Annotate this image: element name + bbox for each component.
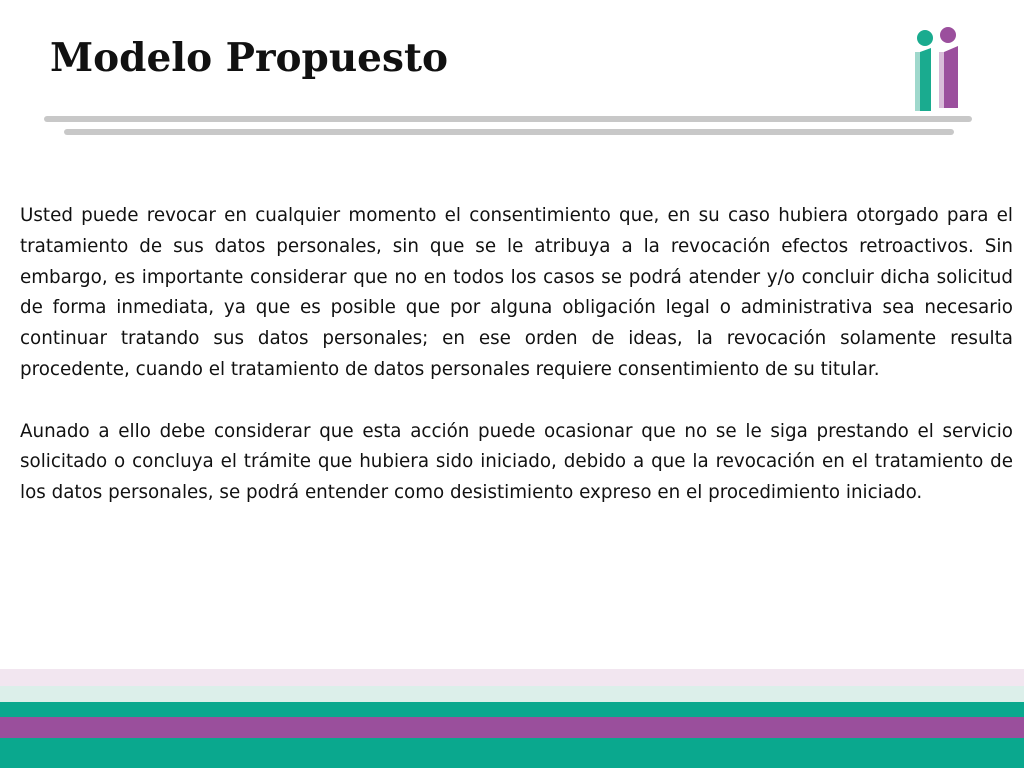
paragraph-consequences: Aunado a ello debe considerar que esta acción puede ocasionar que no se le siga prestando el servicio solicitado o concluya el trámite que hubiera sido iniciado, debido a que la revocación en el tratamiento de los datos personales, se podrá entender como desistimiento expreso en el procedimiento iniciado. bbox=[20, 420, 1013, 504]
title-divider-top bbox=[44, 116, 972, 122]
paragraph-revocation: Usted puede revocar en cualquier momento el consentimiento que, en su caso hubiera otorgado para el tratamiento de sus datos personales, sin que se le atribuya a la revocación efectos retroactivos. Sin embargo, es importante considerar que no en todos los casos se podrá atender y/o concluir dicha solicitud de forma inmediata, ya que es posible que por alguna obligación legal o administrativa sea necesario continuar tratando sus datos personales; en ese orden de ideas, la revocación solamente resulta procedente, cuando el tratamiento de datos personales requiere consentimiento de su titular. bbox=[20, 205, 1013, 380]
logo-left-head bbox=[917, 30, 933, 46]
logo-right-body bbox=[944, 46, 958, 108]
page-title: Modelo Propuesto bbox=[50, 35, 448, 81]
footer-band-light-pink bbox=[0, 669, 1024, 686]
logo-left-body bbox=[920, 48, 931, 111]
footer-band-light-teal bbox=[0, 686, 1024, 702]
two-person-logo-icon bbox=[908, 24, 966, 114]
footer-band-teal-bottom bbox=[0, 738, 1024, 768]
footer-band-purple bbox=[0, 717, 1024, 738]
logo-right-head bbox=[940, 27, 956, 43]
body-text bbox=[20, 201, 1013, 509]
footer-band-teal bbox=[0, 702, 1024, 717]
title-divider-bottom bbox=[64, 129, 954, 135]
